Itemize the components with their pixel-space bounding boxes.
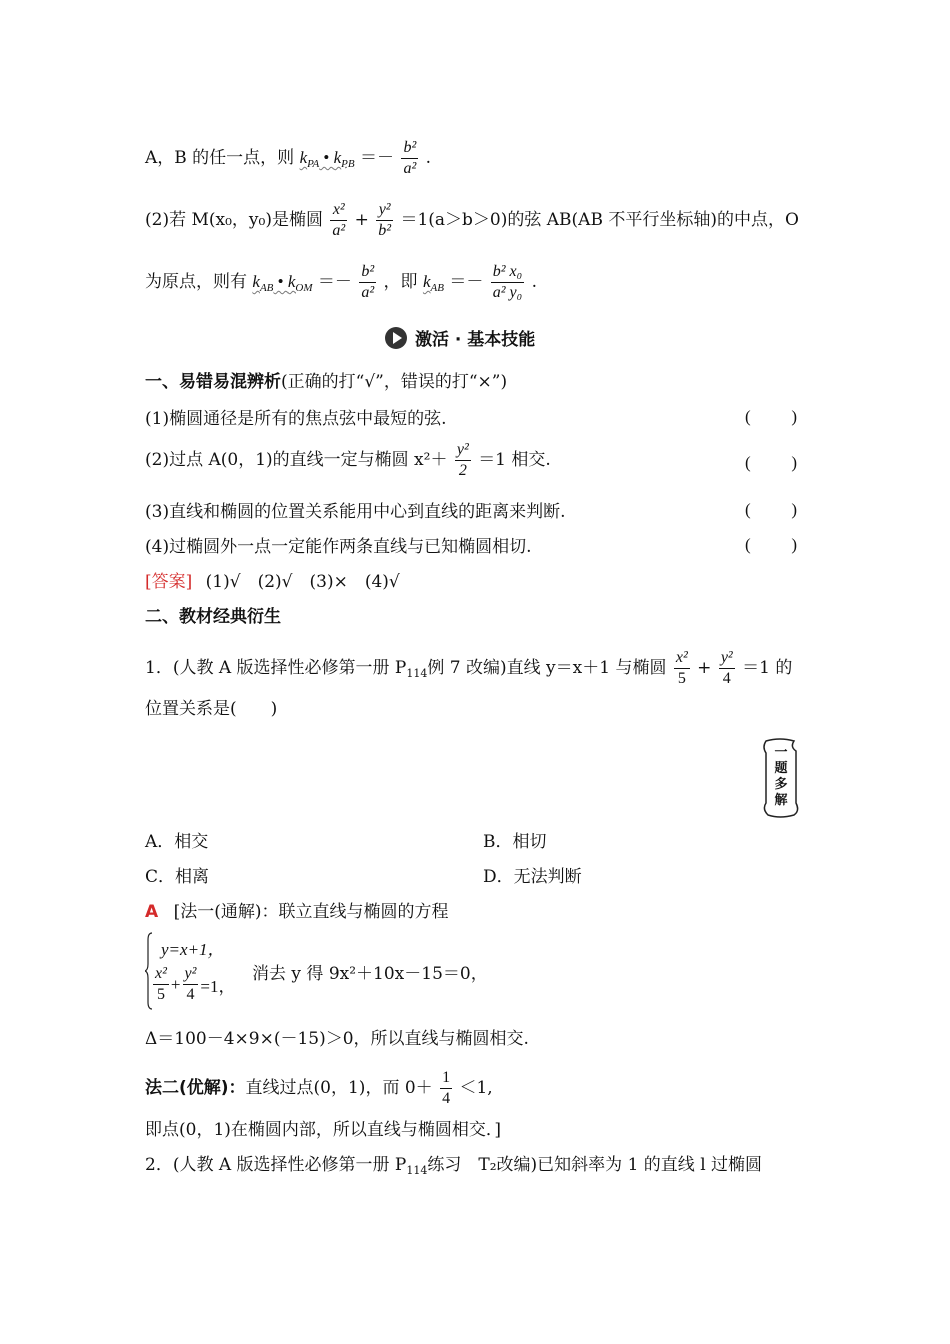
period: . (531, 272, 538, 292)
numerator: b² x₀ (491, 262, 524, 283)
problem-text: 例 7 改编)直线 y＝x＋1 与椭圆 (427, 658, 667, 678)
solution-letter: A (145, 902, 159, 922)
question-text: (4)过椭圆外一点一定能作两条直线与已知椭圆相切. (145, 537, 532, 557)
numerator: b² (359, 262, 376, 283)
option-d[interactable] (483, 865, 582, 889)
denominator: a² (403, 160, 417, 177)
fraction-y2-4 (183, 964, 199, 1005)
problem-2-text: 2．(人教 A 版选择性必修第一册 P (145, 1155, 407, 1175)
denominator: 4 (442, 1090, 451, 1107)
property-line-3 (145, 262, 537, 303)
question-1 (145, 407, 446, 431)
tag-text: 一题多解 (774, 745, 788, 808)
slope-product (299, 148, 355, 170)
part2-heading (145, 605, 281, 629)
answer-blank-3[interactable] (745, 500, 797, 520)
problem-2-text-end: 练习 T₂改编)已知斜率为 1 的直线 l 过椭圆 (427, 1155, 763, 1175)
denominator: 5 (677, 670, 686, 687)
problem-2-line-1 (145, 1153, 762, 1183)
page-subscript: 114 (406, 667, 428, 680)
option-b-text: B．相切 (483, 832, 547, 852)
fraction-b2x0-a2y0 (491, 262, 524, 303)
paren-open: ( (745, 535, 751, 554)
option-d-text: D．无法判断 (483, 867, 582, 887)
part2-heading-text: 二、教材经典衍生 (145, 607, 281, 627)
subscript-om: OM (295, 282, 313, 294)
delta-text: Δ＝100－4×9×(－15)＞0，所以直线与椭圆相交. (145, 1029, 529, 1049)
equals: ＝－ (360, 148, 395, 168)
part1-heading (145, 370, 507, 394)
denominator: a² (332, 222, 346, 239)
denominator: a² (361, 284, 375, 301)
section-title-text: 激活 · 基本技能 (415, 330, 536, 350)
numerator: y² (719, 648, 735, 669)
fraction-y2-4 (719, 648, 735, 689)
answer-blank-2[interactable] (745, 453, 797, 473)
problem-text-end: ＝1 的 (742, 658, 793, 678)
property-line-1 (145, 138, 431, 179)
plus: + (354, 210, 369, 230)
slope-ab (422, 272, 444, 294)
equation-1-text: y=x+1， (161, 940, 225, 959)
text: 为原点，则有 (145, 272, 247, 292)
denominator: a² y₀ (492, 284, 523, 301)
part1-heading-note: (正确的打“√”，错误的打“×”) (281, 372, 508, 392)
equation-system (145, 932, 265, 1012)
numerator: y² (455, 440, 471, 461)
method-2-line-2 (145, 1118, 501, 1142)
method-2-head: 法二(优解)： (145, 1078, 246, 1098)
equals: ＝－ (449, 272, 484, 292)
numerator: x² (153, 964, 169, 985)
paren-close: ) (791, 535, 797, 554)
problem-text: 1．(人教 A 版选择性必修第一册 P (145, 658, 407, 678)
text: A，B 的任一点，则 (145, 148, 295, 168)
subscript-ab: AB (430, 282, 444, 294)
question-3 (145, 500, 565, 524)
denominator: 4 (186, 986, 195, 1003)
denominator: b² (378, 222, 392, 239)
numerator: y² (376, 200, 393, 221)
elimination-text-content: 消去 y 得 9x²＋10x－15＝0， (252, 964, 488, 984)
question-2 (145, 440, 551, 481)
multi-solution-tag (760, 737, 802, 819)
question-text: (2)过点 A(0，1)的直线一定与椭圆 x²＋ (145, 450, 448, 470)
answer-line (145, 570, 400, 594)
denominator: 5 (156, 986, 165, 1003)
question-text-end: ＝1 相交. (478, 450, 551, 470)
page-subscript: 114 (406, 1164, 428, 1177)
question-text: (1)椭圆通径是所有的焦点弦中最短的弦. (145, 409, 447, 429)
problem-1-line-1 (145, 648, 792, 689)
slope-product-ab-om (252, 272, 313, 294)
question-4 (145, 535, 531, 559)
delta-line (145, 1027, 529, 1051)
property-line-2 (145, 200, 799, 241)
fraction-y2-b2 (376, 200, 393, 241)
equals: ＝－ (317, 272, 352, 292)
numerator: x² (674, 648, 690, 669)
paren-close: ) (791, 407, 797, 426)
denominator: 4 (722, 670, 731, 687)
subscript-ab: AB (259, 282, 274, 294)
subscript-pb: PB (341, 158, 355, 170)
dot: • (273, 272, 288, 291)
numerator: x² (330, 200, 347, 221)
option-a-text: A．相交 (145, 832, 209, 852)
solution-head (145, 900, 448, 924)
answer-blank-1[interactable] (745, 407, 797, 427)
fraction-x2-5 (153, 964, 169, 1005)
option-c[interactable] (145, 865, 209, 889)
fraction-x2-5 (674, 648, 690, 689)
answer-text: (1)√ (2)√ (3)× (4)√ (205, 572, 400, 592)
text: ，即 (383, 272, 418, 292)
plus: + (170, 974, 181, 994)
paren-close: ) (791, 453, 797, 472)
paren-close: ) (791, 500, 797, 519)
k-symbol: k (252, 272, 260, 291)
text: ＝1(a＞b＞0)的弦 AB(AB 不平行坐标轴)的中点，O (400, 210, 799, 230)
subscript-pa: PA (307, 158, 320, 170)
part1-heading-text: 一、易错易混辨析 (145, 372, 281, 392)
k-symbol: k (333, 148, 342, 167)
problem-text: 位置关系是( ) (145, 699, 278, 719)
paren-open: ( (745, 453, 751, 472)
dot: • (319, 148, 334, 167)
period: . (425, 148, 432, 168)
fraction-b2-a2 (359, 262, 376, 303)
option-b[interactable] (483, 830, 547, 854)
option-c-text: C．相离 (145, 867, 210, 887)
k-symbol: k (299, 148, 308, 167)
equation-1 (161, 935, 225, 960)
fraction-y2-2 (455, 440, 471, 481)
problem-1-line-2 (145, 697, 277, 721)
elimination-text (252, 962, 488, 986)
text: (2)若 M(x₀，y₀)是椭圆 (145, 210, 323, 230)
fraction-x2-a2 (330, 200, 347, 241)
answer-label: [答案] (145, 572, 193, 592)
answer-blank-4[interactable] (745, 535, 797, 555)
fraction-1-4 (440, 1068, 452, 1109)
method-2-text: 直线过点(0，1)，而 0＋ (245, 1078, 433, 1098)
equation-2-end: =1， (200, 977, 236, 996)
section-title (385, 325, 535, 350)
solution-head-text: [法一(通解)：联立直线与椭圆的方程 (173, 902, 449, 922)
option-a[interactable] (145, 830, 208, 854)
fraction-b2-a2 (401, 138, 418, 179)
k-symbol: k (287, 272, 296, 291)
numerator: 1 (440, 1068, 452, 1089)
method-2-text-end: ＜1, (459, 1078, 493, 1098)
method-2-line-1 (145, 1068, 493, 1109)
play-badge-icon (385, 327, 407, 349)
paren-open: ( (745, 500, 751, 519)
paren-open: ( (745, 407, 751, 426)
plus: + (697, 658, 712, 678)
denominator: 2 (458, 462, 467, 479)
equation-2 (151, 964, 236, 1005)
numerator: y² (183, 964, 199, 985)
k-symbol: k (422, 272, 431, 291)
question-text: (3)直线和椭圆的位置关系能用中心到直线的距离来判断. (145, 502, 566, 522)
numerator: b² (401, 138, 418, 159)
method-2-conclusion: 即点(0，1)在椭圆内部，所以直线与椭圆相交．] (145, 1120, 502, 1140)
